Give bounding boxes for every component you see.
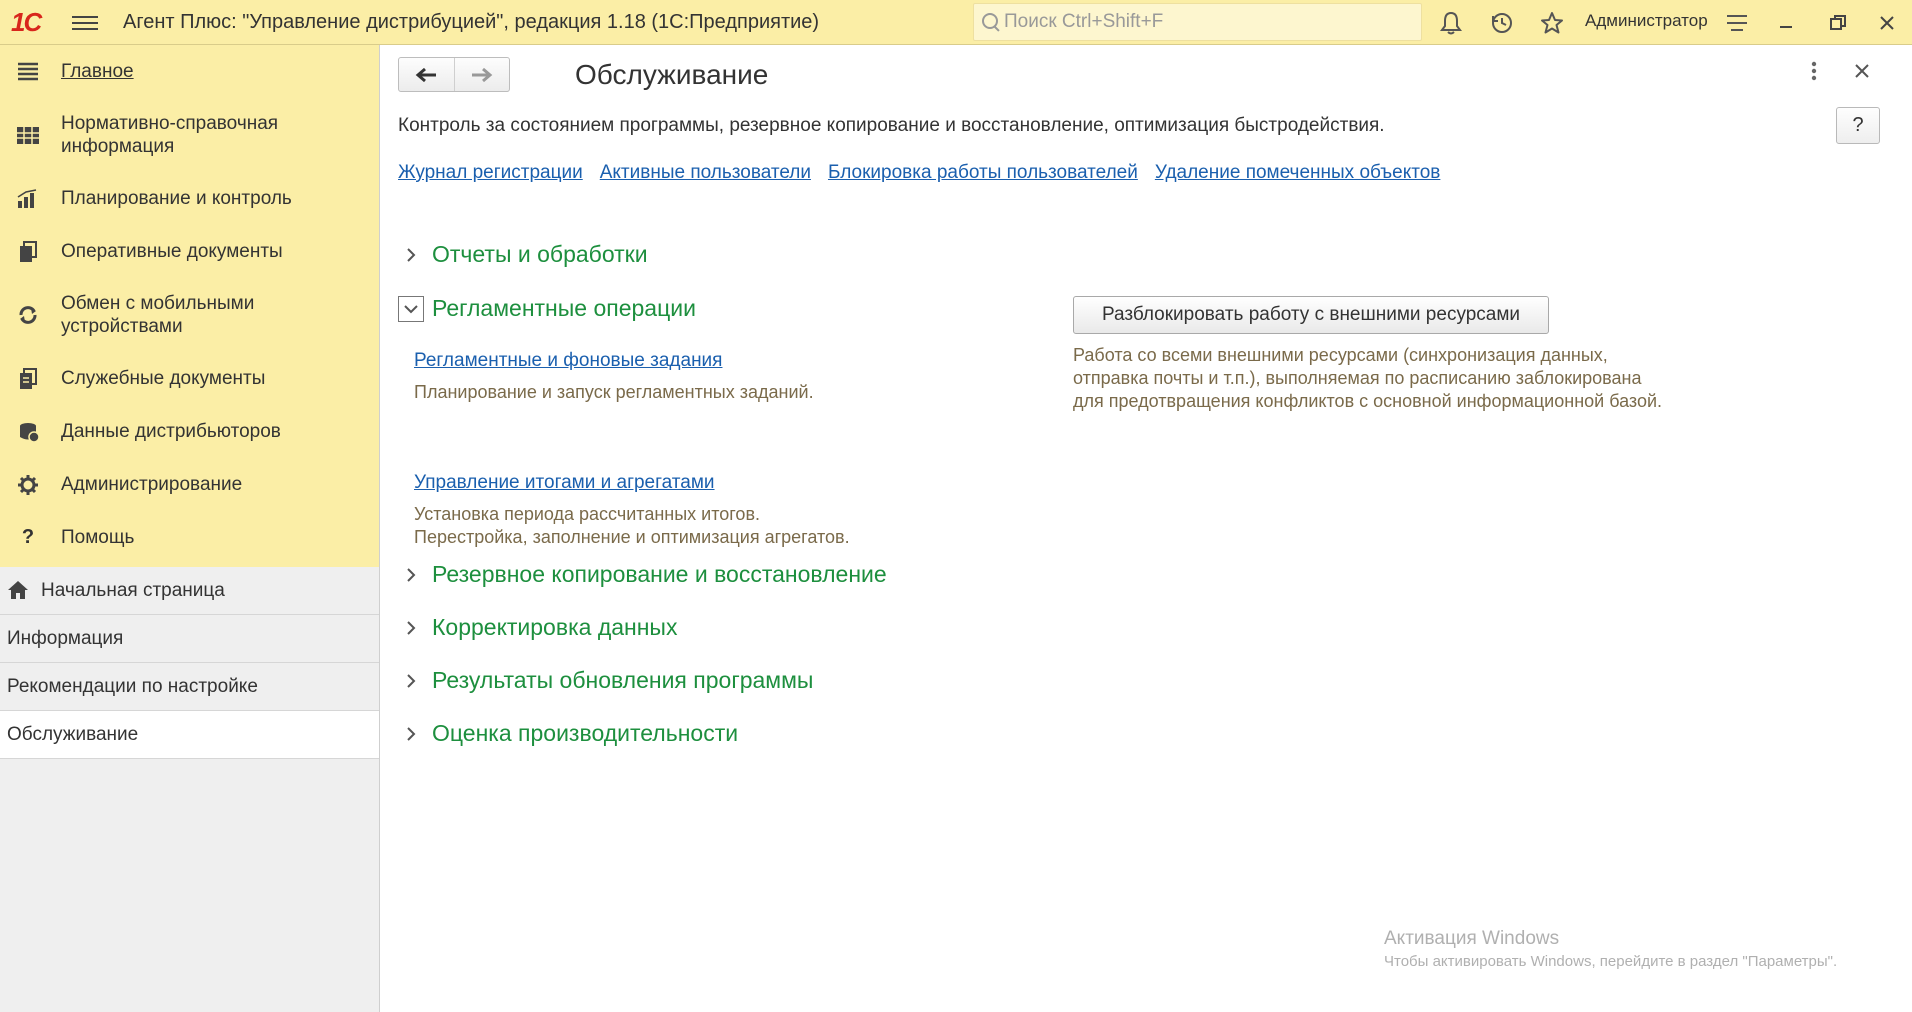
main-content — [381, 45, 1912, 1012]
service-documents-icon — [15, 366, 41, 392]
chevron-down-icon — [398, 296, 424, 322]
group-label: Регламентные операции — [432, 295, 696, 321]
restore-icon[interactable] — [1823, 8, 1853, 38]
section-label: Помощь — [61, 527, 135, 548]
link-scheduled-jobs[interactable]: Регламентные и фоновые задания — [414, 350, 723, 371]
home-icon — [7, 580, 29, 602]
group-label: Резервное копирование и восстановление — [432, 561, 887, 587]
watermark-subtitle: Чтобы активировать Windows, перейдите в раздел "Параметры". — [1384, 953, 1838, 970]
section-label: Служебные документы — [61, 368, 266, 389]
unlock-description-line: отправка почты и т.п.), выполняемая по расписанию заблокирована — [1073, 368, 1642, 388]
open-windows-list — [0, 567, 379, 759]
chevron-right-icon — [398, 562, 424, 588]
quick-links — [398, 162, 1440, 184]
search-input[interactable] — [1004, 11, 1404, 33]
open-window-info[interactable] — [0, 615, 379, 663]
section-help[interactable] — [0, 511, 379, 564]
group-label: Оценка производительности — [432, 720, 739, 746]
app-title: Агент Плюс: "Управление дистрибуцией", редакция 1.18 (1С:Предприятие) — [123, 11, 820, 33]
windows-activation-watermark — [1384, 928, 1837, 970]
totals-description-line: Перестройка, заполнение и оптимизация агрегатов. — [414, 527, 850, 547]
group-label: Результаты обновления программы — [432, 667, 814, 693]
history-icon[interactable] — [1487, 8, 1517, 38]
chevron-right-icon — [398, 615, 424, 641]
question-icon: ? — [21, 526, 35, 548]
group-update-results[interactable] — [398, 667, 813, 694]
totals-description-line: Установка периода рассчитанных итогов. — [414, 504, 761, 524]
more-options-icon[interactable] — [1811, 61, 1817, 87]
section-administration[interactable] — [0, 458, 379, 511]
help-button[interactable]: ? — [1836, 107, 1880, 144]
group-label: Корректировка данных — [432, 614, 678, 640]
group-scheduled-operations[interactable] — [398, 295, 696, 322]
section-main[interactable] — [0, 45, 379, 98]
close-window-icon[interactable] — [1872, 8, 1902, 38]
open-window-label: Рекомендации по настройке — [7, 675, 258, 697]
link-event-log[interactable]: Журнал регистрации — [398, 162, 583, 183]
group-backup-restore[interactable] — [398, 561, 887, 588]
unlock-description-line: Работа со всеми внешними ресурсами (синхронизация данных, — [1073, 345, 1608, 365]
back-button[interactable] — [399, 58, 454, 91]
open-window-maintenance[interactable] — [0, 711, 379, 759]
title-bar — [0, 0, 1912, 45]
open-window-label: Начальная страница — [41, 579, 225, 601]
watermark-title: Активация Windows — [1384, 928, 1560, 949]
user-name[interactable]: Администратор — [1585, 11, 1708, 30]
gear-icon — [15, 472, 41, 498]
documents-icon — [15, 239, 41, 265]
group-reports[interactable] — [398, 241, 648, 268]
search-icon — [980, 11, 1002, 33]
group-performance[interactable] — [398, 720, 738, 747]
link-totals-aggregates[interactable]: Управление итогами и агрегатами — [414, 472, 715, 493]
sidebar — [0, 45, 380, 1012]
open-window-recommendations[interactable] — [0, 663, 379, 711]
scheduled-jobs-description: Планирование и запуск регламентных заданий. — [414, 382, 814, 402]
section-label: Планирование и контроль — [61, 188, 292, 209]
chevron-right-icon — [398, 668, 424, 694]
star-icon[interactable] — [1537, 8, 1567, 38]
settings-menu-icon[interactable] — [1722, 8, 1752, 38]
chevron-right-icon — [398, 242, 424, 268]
section-label: Главное — [61, 61, 134, 82]
section-label: Обмен с мобильными устройствами — [61, 293, 255, 337]
unlock-description-line: для предотвращения конфликтов с основной информационной базой. — [1073, 391, 1663, 411]
unlock-external-resources-button[interactable]: Разблокировать работу с внешними ресурсами — [1073, 296, 1549, 334]
section-mobile-exchange[interactable] — [0, 278, 379, 352]
page-description: Контроль за состоянием программы, резервное копирование и восстановление, оптимизация быстродействия. — [398, 115, 1385, 136]
group-data-correction[interactable] — [398, 614, 677, 641]
section-label: Нормативно-справочная информация — [61, 113, 279, 157]
section-label: Администрирование — [61, 474, 243, 495]
section-distributor-data[interactable] — [0, 405, 379, 458]
page-title: Обслуживание — [575, 59, 769, 90]
search-box[interactable] — [973, 3, 1422, 41]
close-form-icon[interactable] — [1855, 58, 1869, 84]
totals-description — [414, 503, 850, 549]
forward-button[interactable] — [454, 58, 510, 91]
distributor-data-icon — [15, 419, 41, 445]
1c-logo: 1C — [11, 7, 41, 37]
list-icon — [15, 59, 41, 85]
section-operational-docs[interactable] — [0, 225, 379, 278]
grid-icon — [15, 122, 41, 148]
sync-icon — [15, 302, 41, 328]
section-label: Оперативные документы — [61, 241, 283, 262]
open-window-home[interactable] — [0, 567, 379, 615]
group-label: Отчеты и обработки — [432, 241, 648, 267]
bar-chart-icon — [15, 186, 41, 212]
sections-panel — [0, 45, 379, 567]
section-service-docs[interactable] — [0, 352, 379, 405]
section-reference-info[interactable] — [0, 98, 379, 172]
bell-icon[interactable] — [1436, 8, 1466, 38]
link-block-users[interactable]: Блокировка работы пользователей — [827, 162, 1138, 183]
section-label: Данные дистрибьюторов — [61, 421, 281, 442]
minimize-icon[interactable] — [1771, 8, 1801, 38]
main-menu-button[interactable] — [72, 12, 98, 32]
link-delete-marked[interactable]: Удаление помеченных объектов — [1154, 162, 1441, 183]
open-window-label: Обслуживание — [7, 723, 139, 745]
link-active-users[interactable]: Активные пользователи — [599, 162, 811, 183]
chevron-right-icon — [398, 721, 424, 747]
open-window-label: Информация — [7, 627, 124, 649]
unlock-description — [1073, 344, 1662, 413]
section-planning[interactable] — [0, 172, 379, 225]
navigation-buttons — [398, 57, 510, 92]
